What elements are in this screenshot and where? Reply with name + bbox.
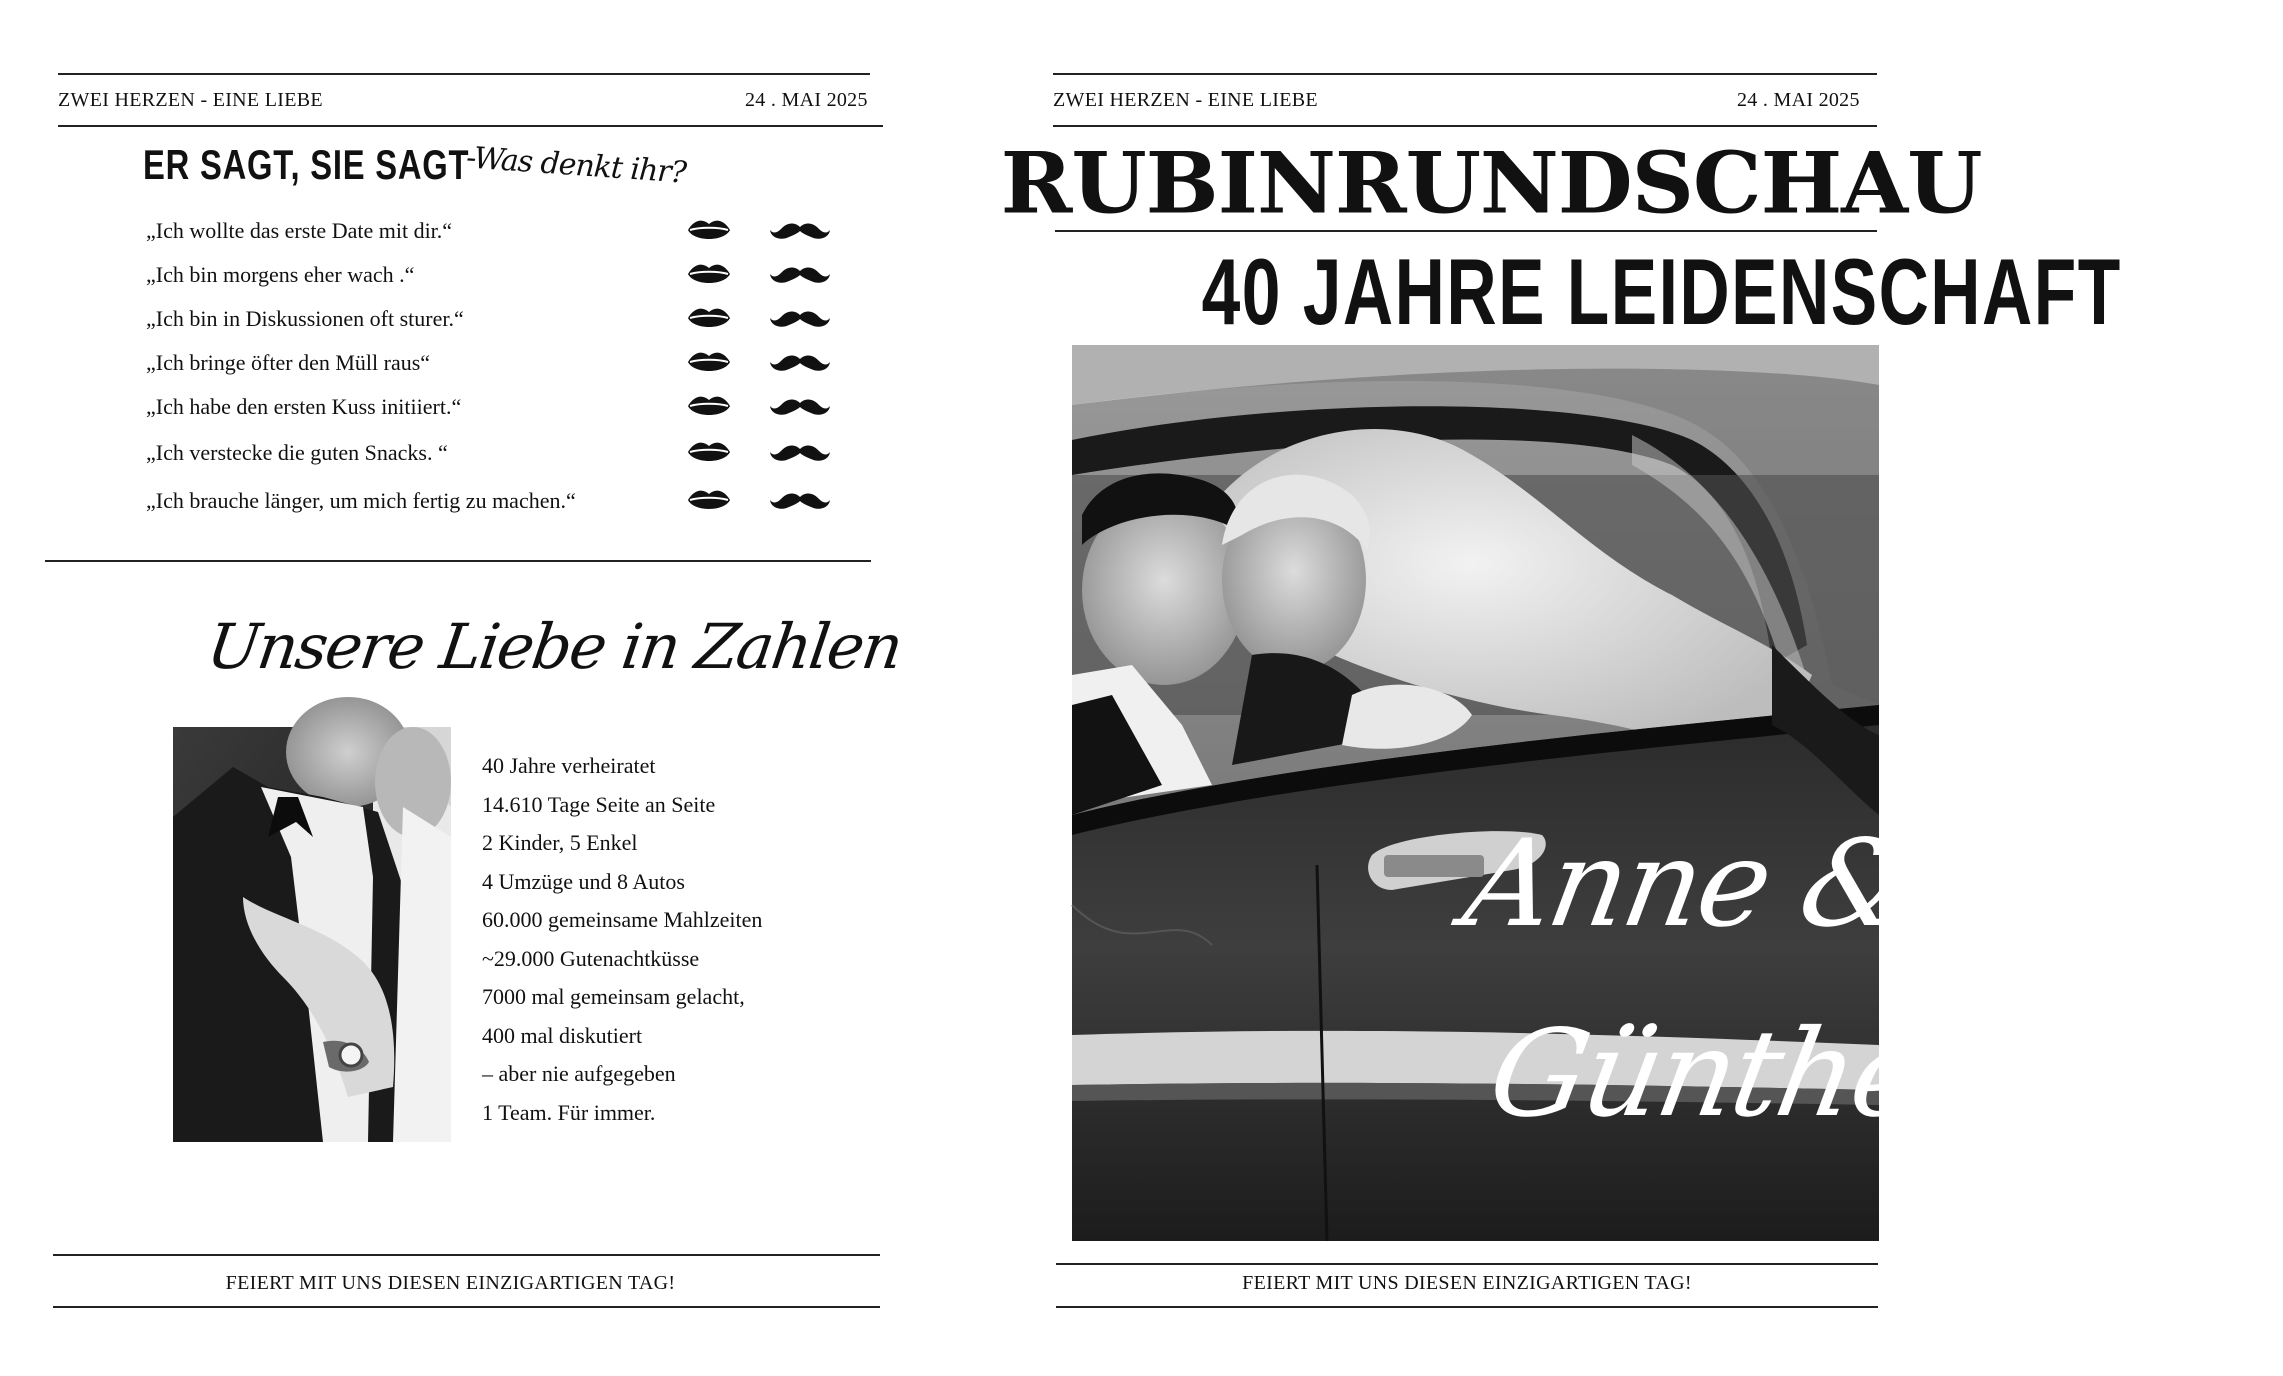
names-line-2: Günther xyxy=(1479,1005,1988,1144)
divider xyxy=(1055,230,1877,232)
divider xyxy=(58,73,870,75)
list-item xyxy=(146,480,846,520)
fact-item: 400 mal diskutiert xyxy=(482,1022,643,1048)
masthead xyxy=(1000,133,1982,233)
quote-text: „Ich brauche länger, um mich fertig zu machen.“ xyxy=(146,488,576,513)
list-item xyxy=(146,210,846,250)
names-line-1: Anne & xyxy=(1454,815,1919,954)
divider xyxy=(58,125,883,127)
list-item xyxy=(146,298,846,338)
list-item xyxy=(146,254,846,294)
left-header-date: 24 . MAI 2025 xyxy=(745,89,868,111)
divider xyxy=(1056,1263,1878,1265)
divider xyxy=(1056,1306,1878,1308)
headline-text: 40 JAHRE LEIDENSCHAFT xyxy=(1201,239,2122,344)
mustache-icon[interactable] xyxy=(769,264,831,286)
divider xyxy=(1053,73,1877,75)
divider xyxy=(45,560,871,562)
mustache-icon[interactable] xyxy=(769,352,831,374)
list-item xyxy=(146,432,846,472)
quote-text: „Ich bringe öfter den Müll raus“ xyxy=(146,350,431,375)
mustache-icon[interactable] xyxy=(769,396,831,418)
fact-item: 40 Jahre verheiratet xyxy=(482,753,656,778)
lips-icon[interactable] xyxy=(686,216,732,244)
main-photo xyxy=(1072,345,1988,1241)
lips-icon[interactable] xyxy=(686,304,732,332)
divider xyxy=(53,1254,880,1256)
list-item xyxy=(146,342,846,382)
lips-icon[interactable] xyxy=(686,486,732,514)
fact-item: ~29.000 Gutenachtküsse xyxy=(482,945,700,971)
right-header-title: ZWEI HERZEN - EINE LIEBE xyxy=(1053,89,1318,111)
fact-item: 4 Umzüge und 8 Autos xyxy=(482,868,685,894)
lips-icon[interactable] xyxy=(686,260,732,288)
quote-text: „Ich wollte das erste Date mit dir.“ xyxy=(146,218,453,243)
headline xyxy=(1040,238,2122,346)
section-subtitle: -Was denkt ihr? xyxy=(465,140,687,191)
mustache-icon[interactable] xyxy=(769,308,831,330)
divider xyxy=(1053,125,1877,127)
lips-icon[interactable] xyxy=(686,348,732,376)
couple-photo xyxy=(173,727,451,1142)
divider xyxy=(53,1306,880,1308)
lips-icon[interactable] xyxy=(686,392,732,420)
fact-item: 60.000 gemeinsame Mahlzeiten xyxy=(482,907,763,932)
fact-item: – aber nie aufgegeben xyxy=(482,1061,676,1086)
numbers-title: Unsere Liebe in Zahlen xyxy=(202,610,906,683)
left-footer: FEIERT MIT UNS DIESEN EINZIGARTIGEN TAG! xyxy=(225,1272,676,1294)
masthead-text: RUBINRUNDSCHAU xyxy=(1000,133,1982,233)
mustache-icon[interactable] xyxy=(769,442,831,464)
right-footer: FEIERT MIT UNS DIESEN EINZIGARTIGEN TAG! xyxy=(1242,1272,1692,1294)
mustache-icon[interactable] xyxy=(769,490,831,512)
quote-text: „Ich verstecke die guten Snacks. “ xyxy=(146,440,448,465)
lips-icon[interactable] xyxy=(686,438,732,466)
right-header-date: 24 . MAI 2025 xyxy=(1737,89,1860,111)
left-header-title: ZWEI HERZEN - EINE LIEBE xyxy=(58,89,323,111)
facts-list xyxy=(482,747,762,1132)
fact-item: 7000 mal gemeinsam gelacht, xyxy=(482,984,745,1009)
fact-item: 1 Team. Für immer. xyxy=(482,1099,656,1125)
fact-item: 2 Kinder, 5 Enkel xyxy=(482,830,638,855)
fact-item: 14.610 Tage Seite an Seite xyxy=(482,791,716,817)
mustache-icon[interactable] xyxy=(769,220,831,242)
quote-text: „Ich bin morgens eher wach .“ xyxy=(146,262,415,287)
quote-text: „Ich habe den ersten Kuss initiiert.“ xyxy=(146,394,462,419)
section-title: ER SAGT, SIE SAGT xyxy=(143,141,470,188)
list-item xyxy=(146,386,846,426)
quote-text: „Ich bin in Diskussionen oft sturer.“ xyxy=(146,306,464,331)
